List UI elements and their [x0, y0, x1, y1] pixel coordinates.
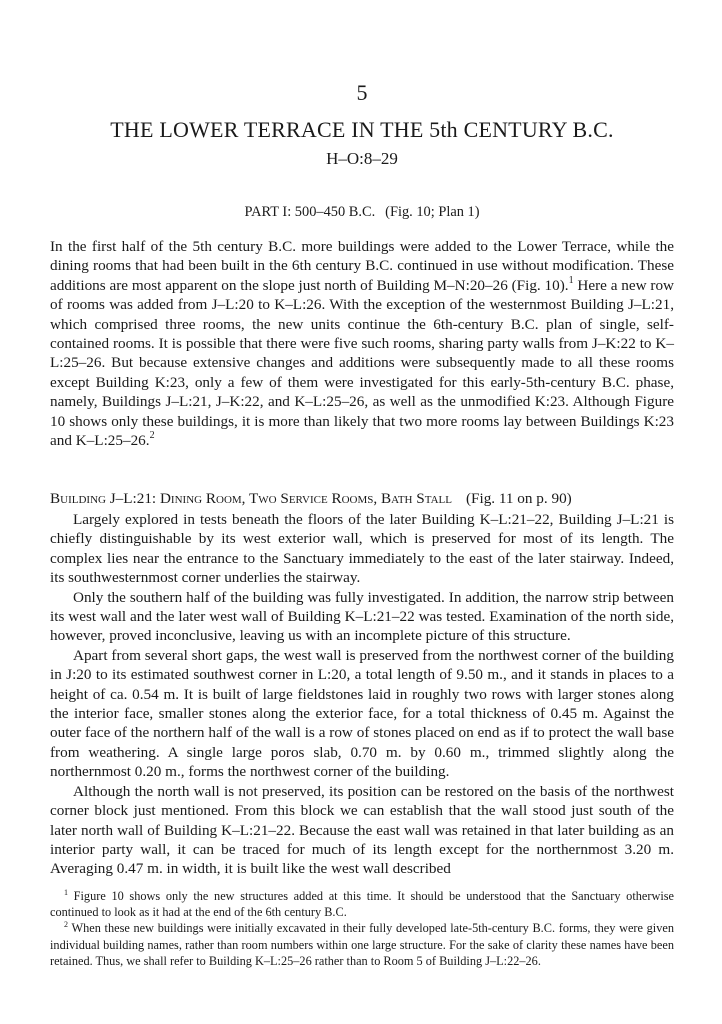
intro-section [50, 237, 674, 450]
footnote-1 [50, 888, 674, 920]
body-paragraph: Apart from several short gaps, the west wall is preserved from the northwest corner of the building in J:20 to its estimated southwest corner in L:20, a total length of 9.50 m., and it stands in places to a height of ca. 0.54 m. It is built of large fieldstones laid in roughly two rows with larger stones along the interior face, smaller stones along the exterior face, for a total thickness of 0.45 m. Against the outer face of the northern half of the wall is a row of stones placed on end as if to protect the wall base from weathering. A single large poros slab, 0.70 m. by 0.60 m., trimmed slightly along the northernmost 0.20 m., forms the northwest corner of the building. [50, 646, 674, 781]
part-figure-reference: (Fig. 10; Plan 1) [385, 204, 480, 220]
section-title: Building J–L:21: Dining Room, Two Service Rooms, Bath Stall [50, 490, 452, 507]
section-figure-reference: (Fig. 11 on p. 90) [465, 490, 572, 507]
part-title: PART I: 500–450 B.C. [244, 204, 376, 220]
section-heading [50, 489, 674, 508]
body-paragraph: Although the north wall is not preserved, its position can be restored on the basis of the northwest corner block just mentioned. From this block we can establish that the wall stood just south of the later north wall of Building K–L:21–22. Because the east wall was retained in that later building as an interior party wall, it can be traced for much of its length except for the northernmost 3.20 m. Averaging 0.47 m. in width, it is built like the west wall described [50, 782, 674, 878]
footnotes [50, 888, 674, 969]
part-heading [50, 202, 674, 222]
footnote-2-text: When these new buildings were initially excavated in their fully developed late-5th-century B.C. forms, they were given individual building names, rather than room numbers within one large structure. For the sake of clarity these names have been retained. Thus, we shall refer to Building K–L:25–26 rather than to Room 5 of Building J–L:22–26. [50, 921, 674, 968]
body-paragraph: Largely explored in tests beneath the floors of the later Building K–L:21–22, Building J–L:21 is chiefly distinguishable by its west exterior wall, which is preserved for most of its length. The complex lies near the entrance to the Sanctuary immediately to the east of the later stairway. Indeed, its southwesternmost corner underlies the stairway. [50, 511, 674, 587]
footnote-1-text: Figure 10 shows only the new structures added at this time. It should be understood that the Sanctuary otherwise continued to look as it had at the end of the 6th century B.C. [50, 889, 674, 920]
footnote-ref-2[interactable]: 2 [149, 430, 155, 442]
chapter-grid-reference: H–O:8–29 [326, 149, 398, 168]
intro-text-continued: Here a new row of rooms was added from J–L:20 to K–L:26. With the exception of the westernmost Building J–L:21, which comprised three rooms, the new units continue the 6th-century B.C. plan of single, self-contained rooms. It is possible that there were five such rooms, sharing party walls from J–K:22 to K–L:25–26. But because extensive changes and additions were subsequently made to all these rooms except Building K:23, only a few of them were investigated for this early-5th-century B.C. phase, namely, Buildings J–L:21, J–K:22, and K–L:25–26, as well as the unmodified K:23. Although Figure 10 shows only these buildings, it is more than likely that two more rooms lay between Buildings K:23 and K–L:25–26. [50, 276, 674, 450]
intro-text: In the first half of the 5th century B.C. more buildings were added to the Lower Terrace, while the dining rooms that had been built in the 6th century B.C. continued in use without modification. These additions are most apparent on the slope just north of Building M–N:20–26 (Fig. 10). [50, 238, 674, 294]
intro-paragraph [50, 237, 674, 450]
footnote-2 [50, 920, 674, 969]
footnote-2-number: 2 [64, 920, 68, 930]
body-paragraph: Only the southern half of the building was fully investigated. In addition, the narrow strip between its west wall and the later west wall of Building K–L:21–22 was tested. Examination of the north side, however, proved inconclusive, leaving us with an incomplete picture of this structure. [50, 588, 674, 645]
chapter-number: 5 [356, 80, 368, 105]
chapter-title: THE LOWER TERRACE IN THE 5th CENTURY B.C. [110, 117, 614, 142]
section-body [50, 510, 674, 879]
footnote-ref-1[interactable]: 1 [568, 274, 574, 286]
footnote-1-number: 1 [64, 888, 68, 897]
